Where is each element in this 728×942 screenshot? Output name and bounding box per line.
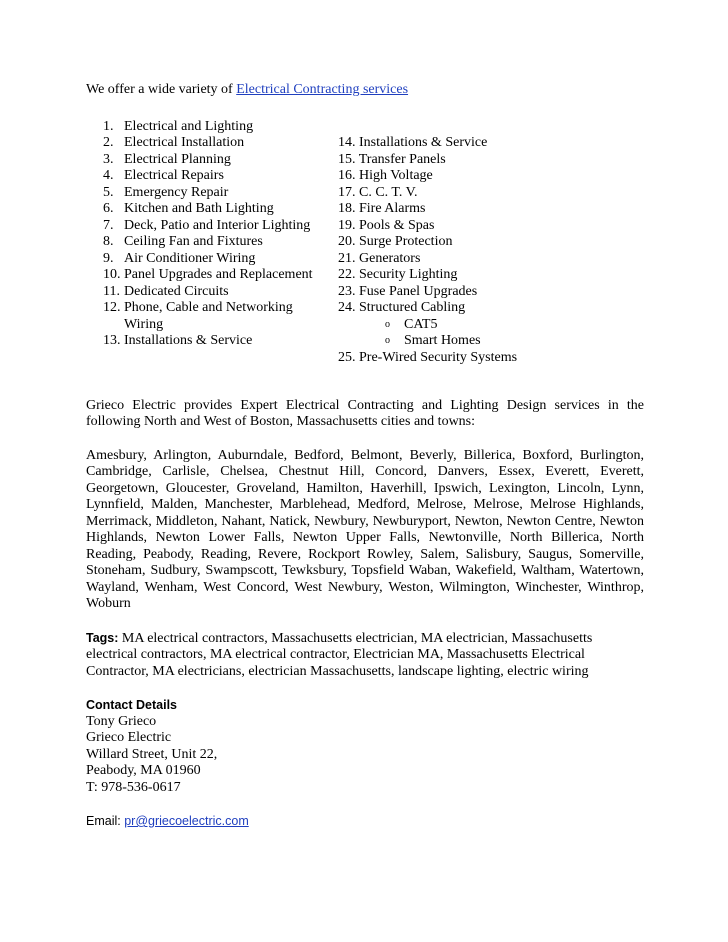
list-item: 22. Security Lighting	[338, 267, 458, 282]
contact-name: Tony Grieco	[86, 713, 157, 729]
list-item: 15. Transfer Panels	[338, 151, 446, 167]
list-text: Electrical Repairs	[124, 168, 224, 183]
list-text: Electrical Planning	[124, 151, 231, 167]
list-item	[103, 201, 328, 218]
list-item	[103, 234, 328, 251]
contact-company: Grieco Electric	[86, 730, 172, 745]
list-item	[103, 267, 328, 284]
list-text: Installations & Service	[124, 333, 253, 348]
contact-city: Peabody, MA 01960	[86, 763, 201, 778]
tags-paragraph	[86, 630, 644, 681]
intro-line	[86, 82, 644, 99]
list-text: Panel Upgrades and Replacement	[124, 267, 313, 282]
list-number: 6.	[103, 201, 114, 216]
services-list-left	[103, 119, 328, 350]
list-number: 1.	[103, 118, 114, 134]
list-number: 4.	[103, 168, 114, 183]
list-item: 19. Pools & Spas	[338, 217, 435, 233]
list-item: 20. Surge Protection	[338, 234, 453, 249]
list-number: 9.	[103, 250, 114, 266]
list-number: 11.	[103, 283, 120, 299]
intro-text: We offer a wide variety of	[86, 82, 237, 97]
service-areas-intro: Grieco Electric provides Expert Electrical Contracting and Lighting Design services in the following North and West of Boston, Massachusetts cities and towns:	[86, 397, 644, 429]
list-number: 12.	[103, 300, 121, 315]
list-item	[103, 284, 328, 301]
sub-list-item	[338, 333, 638, 350]
list-text: Kitchen and Bath Lighting	[124, 201, 274, 216]
sub-list-item	[338, 317, 638, 334]
list-text: Phone, Cable and Networking Wiring	[124, 300, 293, 332]
list-text: Electrical Installation	[124, 135, 245, 150]
hollow-bullet-icon: o	[385, 335, 390, 346]
list-number: 7.	[103, 217, 114, 233]
list-item: 21. Generators	[338, 250, 421, 266]
contact-details	[86, 697, 644, 830]
email-label: Email:	[86, 814, 125, 828]
tags-text: MA electrical contractors, Massachusetts electrician, MA electrician, Massachusetts electrical contractors, MA electrical contractor, Electrician MA, Massachusetts Electrical Contractor, MA electricians, electrician Massachusetts, landscape lighting, electric wiring	[86, 630, 593, 679]
list-item	[103, 135, 328, 152]
list-item	[103, 168, 328, 185]
list-item: 23. Fuse Panel Upgrades	[338, 283, 478, 299]
contact-heading: Contact Details	[86, 698, 177, 712]
tags-label: Tags:	[86, 630, 119, 645]
list-item: 25. Pre-Wired Security Systems	[338, 349, 518, 365]
email-line	[86, 813, 644, 830]
email-link[interactable]: pr@griecoelectric.com	[124, 814, 249, 828]
list-number: 8.	[103, 234, 114, 249]
list-item	[103, 333, 328, 350]
list-number: 10.	[103, 267, 121, 282]
list-number: 13.	[103, 333, 121, 348]
services-list	[86, 119, 644, 381]
list-item	[103, 119, 328, 136]
list-item	[103, 218, 328, 235]
contact-phone: T: 978-536-0617	[86, 779, 181, 795]
list-item: 18. Fire Alarms	[338, 201, 426, 216]
service-areas-list: Amesbury, Arlington, Auburndale, Bedford, Belmont, Beverly, Billerica, Boxford, Burlington, Cambridge, Carlisle, Chelsea, Chestnut Hill, Concord, Danvers, Essex, Everett, Everett, Georgetown, Gloucester, Groveland, Hamilton, Haverhill, Ipswich, Lexington, Lincoln, Lynn, Lynnfield, Malden, Manchester, Marblehead, Medford, Melrose, Melrose, Melrose Highlands, Merrimack, Middleton, Nahant, Natick, Newbury, Newburyport, Newton, Newton Centre, Newton Highlands, Newton Lower Falls, Newton Upper Falls, Newtonville, North Billerica, North Reading, Peabody, Reading, Revere, Rockport Rowley, Salem, Salisbury, Saugus, Somerville, Stoneham, Sudbury, Swampscott, Tewksbury, Topsfield Waban, Wakefield, Waltham, Watertown, Wayland, Wenham, West Concord, West Newbury, Weston, Wilmington, Winchester, Winthrop, Woburn	[86, 447, 644, 611]
hollow-bullet-icon: o	[385, 318, 390, 330]
list-text: Ceiling Fan and Fixtures	[124, 234, 263, 249]
services-list-right	[338, 135, 638, 366]
list-text: Electrical and Lighting	[124, 118, 254, 134]
list-item: 14. Installations & Service	[338, 135, 488, 150]
list-text: Air Conditioner Wiring	[124, 250, 256, 266]
sub-list-text: CAT5	[404, 316, 438, 332]
list-item	[103, 185, 328, 202]
list-item: 16. High Voltage	[338, 168, 433, 183]
list-item: 24. Structured Cabling	[338, 300, 466, 315]
list-number: 5.	[103, 184, 114, 200]
electrical-contracting-services-link[interactable]: Electrical Contracting services	[236, 82, 409, 97]
list-number: 2.	[103, 135, 114, 150]
sub-list-text: Smart Homes	[404, 333, 481, 348]
list-item: 17. C. C. T. V.	[338, 184, 418, 200]
list-text: Dedicated Circuits	[124, 283, 229, 299]
contact-street: Willard Street, Unit 22,	[86, 746, 218, 762]
document-page	[86, 82, 644, 830]
list-text: Emergency Repair	[124, 184, 229, 200]
list-item	[103, 300, 328, 333]
list-item	[103, 251, 328, 268]
list-number: 3.	[103, 151, 114, 167]
list-text: Deck, Patio and Interior Lighting	[124, 217, 311, 233]
list-item	[103, 152, 328, 169]
